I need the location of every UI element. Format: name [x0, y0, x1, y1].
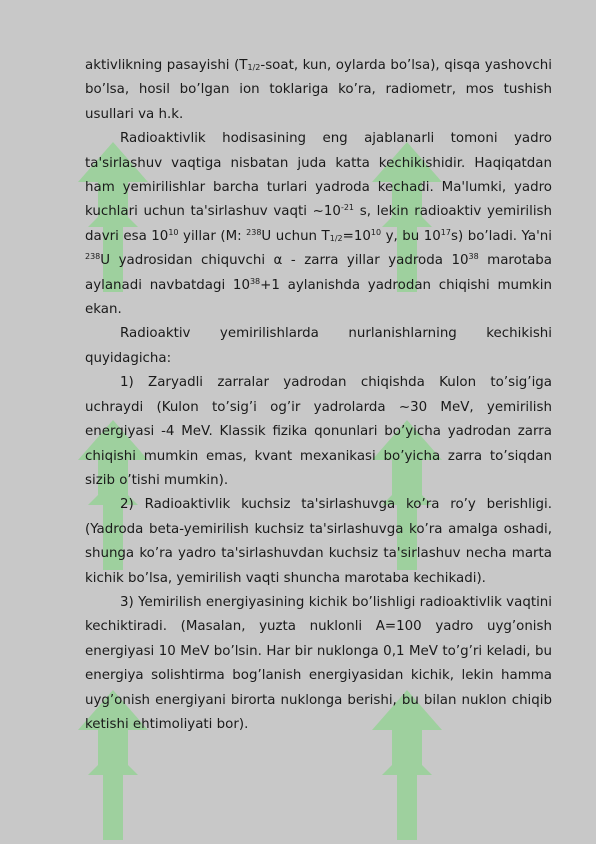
document-body — [85, 54, 552, 737]
paragraph-4: 1) Zaryadli zarralar yadrodan chiqishda Kulon to’sig’iga uchraydi (Kulon to’sig’i og’ir yadrolarda ~30 MeV, yemirilish energiyasi -4 MeV. Klassik fizika qonunlari bo’yicha yadrodan zarra chiqishi mumkin emas, kvant mexanikasi bo’yicha zarra to’siqdan sizib o’tishi mumkin). — [85, 375, 552, 488]
paragraph-3: Radioaktiv yemirilishlarda nurlanishlarning kechikishi quyidagicha: — [85, 326, 552, 366]
paragraph-1: aktivlikning pasayishi ($T_{1/2}$-soat, kun, oylarda bo’lsa), qisqa yashovchi bo’lsa, hosil bo’lgan ion toklariga ko’ra, radiometr, mos tushish usullari va h.k. — [85, 58, 552, 122]
paragraph-2: Radioaktivlik hodisasining eng ajablanarli tomoni yadro ta'sirlashuv vaqtiga nisbatan juda katta kechikishidir. Haqiqatdan ham yemirilishlar barcha turlari yadroda kechadi. Ma'lumki, yadro kuchlari uchun ta'sirlashuv vaqti $\sim 10^{-21}$ s, lekin radioaktiv yemirilish davri esa $10^{10}$ yillar (M: $^{238}$U uchun $T_{1/2}=10^{10}$ y, bu $10^{17}s$) bo’ladi. Ya'ni $^{238}$U yadrosidan chiquvchi α - zarra yillar yadroda $10^{38}$ marotaba aylanadi navbatdagi $10^{38}+1$ aylanishda yadrodan chiqishi mumkin ekan. — [85, 131, 553, 318]
paragraph-5: 2) Radioaktivlik kuchsiz ta'sirlashuvga ko’ra ro’y berishligi. (Yadroda beta-yemirilish kuchsiz ta'sirlashuvga ko’ra amalga oshadi, shunga ko’ra yadro ta'sirlashuvdan kuchsiz ta'sirlashuv necha marta kichik bo’lsa, yemirilish vaqti shuncha marotaba kechikadi). — [85, 497, 552, 586]
paragraph-6: 3) Yemirilish energiyasining kichik bo’lishligi radioaktivlik vaqtini kechiktiradi. (Masalan, yuzta nuklonli A=100 yadro uyg’onish energiyasi 10 MeV bo’lsin. Har bir nuklonga 0,1 MeV to’g’ri keladi, bu energiya solishtirma bog’lanish energiyasidan kichik, lekin hamma uyg’onish energiyani birorta nuklonga berishi, bu bilan nuklon chiqib ketishi ehtimoliyati bor). — [85, 594, 552, 732]
